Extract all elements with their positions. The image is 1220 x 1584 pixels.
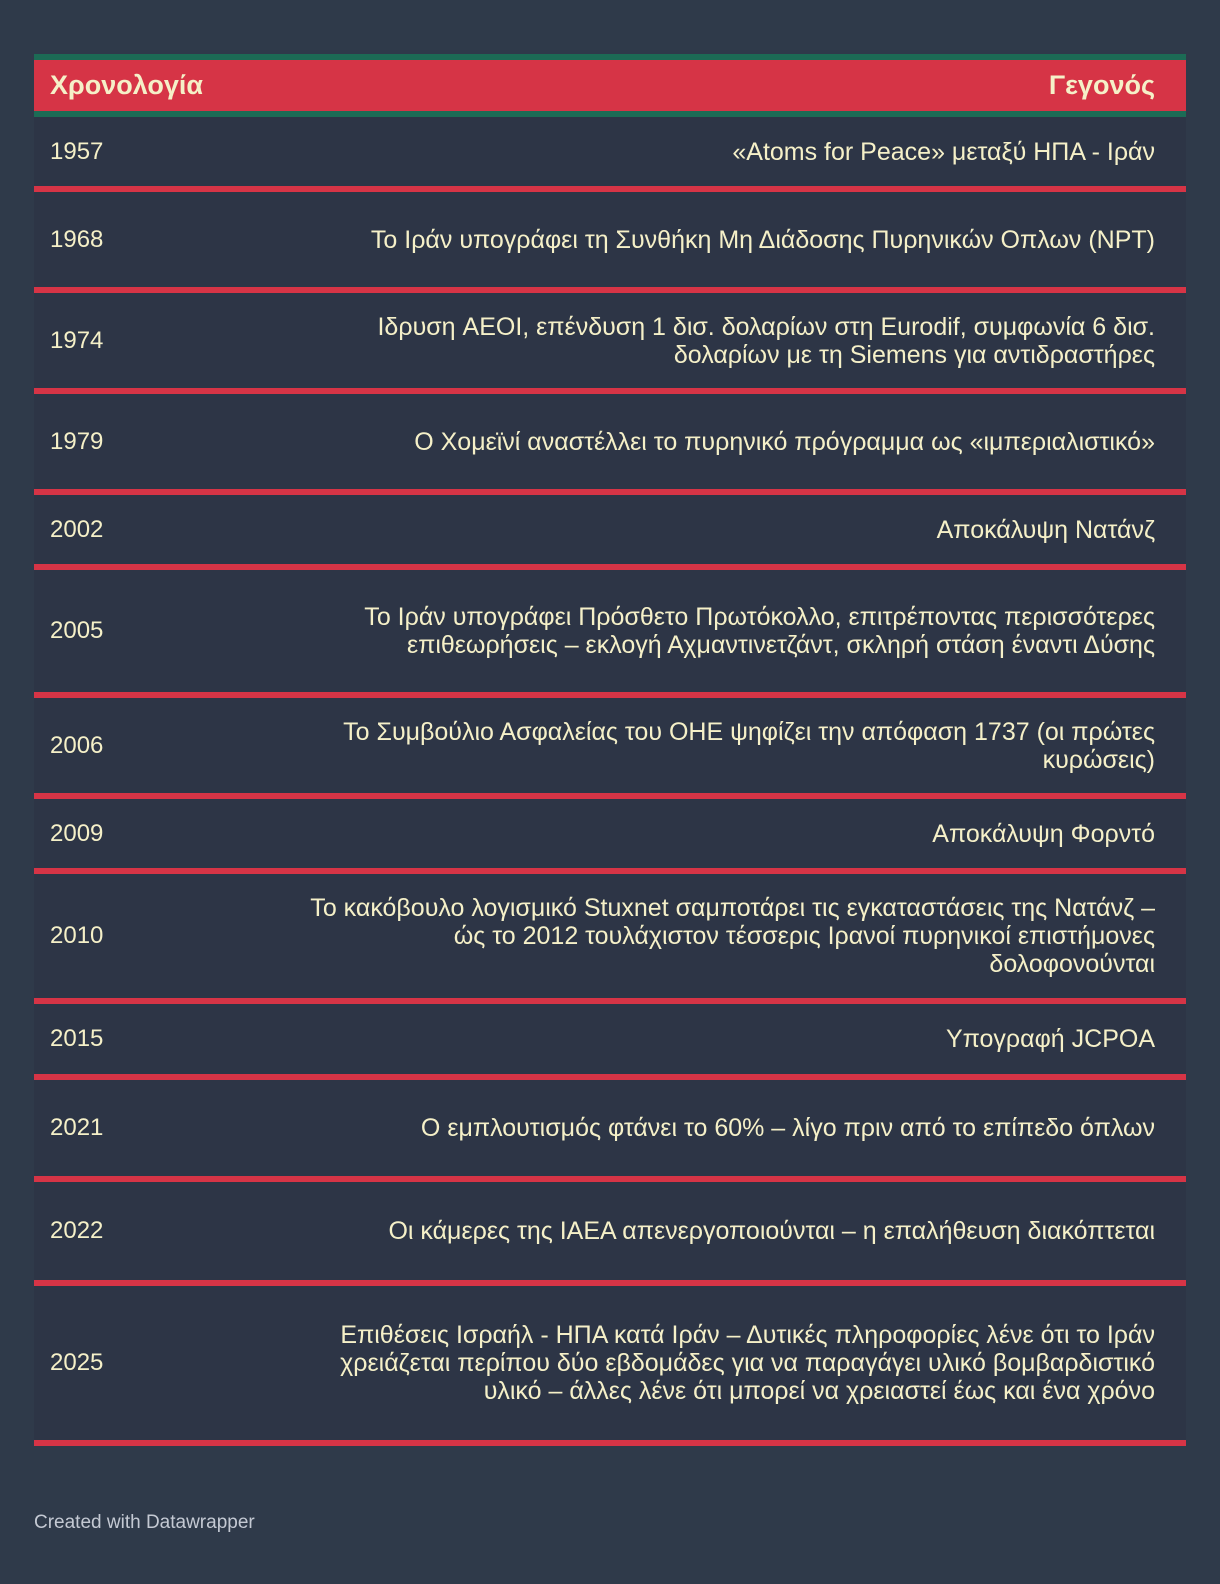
row-event: Το Ιράν υπογράφει τη Συνθήκη Μη Διάδοσης Πυρηνικών Οπλων (NPT) — [370, 225, 1155, 254]
table-row — [34, 1182, 1186, 1286]
table-row — [34, 394, 1186, 495]
row-year: 2005 — [50, 617, 104, 644]
row-year: 2021 — [50, 1114, 104, 1141]
row-event: Το Ιράν υπογράφει Πρόσθετο Πρωτόκολλο, επιτρέποντας περισσότερες επιθεωρήσεις – εκλογή Αχμαντινετζάντ, σκληρή στάση έναντι Δύσης — [364, 603, 1155, 659]
row-year: 2025 — [50, 1349, 104, 1376]
row-year: 1957 — [50, 137, 104, 165]
header-event: Γεγονός — [1048, 70, 1155, 100]
row-event: Ο Χομεϊνί αναστέλλει το πυρηνικό πρόγραμμα ως «ιμπεριαλιστικό» — [414, 427, 1155, 456]
row-event: Το κακόβουλο λογισμικό Stuxnet σαμποτάρει τις εγκαταστάσεις της Νατάνζ – ώς το 2012 τουλάχιστον τέσσερις Ιρανοί πυρηνικοί επιστήμονες δολοφονούνται — [310, 894, 1155, 978]
table-row — [34, 570, 1186, 698]
table-row — [34, 192, 1186, 293]
row-event: Αποκάλυψη Φορντό — [932, 819, 1155, 848]
table-row — [34, 874, 1186, 1004]
table-row — [34, 495, 1186, 570]
row-event: Ο εμπλουτισμός φτάνει το 60% – λίγο πριν από το επίπεδο όπλων — [420, 1114, 1155, 1142]
footer-credit: Created with Datawrapper — [34, 1512, 255, 1533]
header-year: Χρονολογία — [50, 70, 204, 100]
row-year: 2015 — [50, 1025, 104, 1052]
table-row — [34, 117, 1186, 192]
row-event: Αποκάλυψη Νατάνζ — [936, 515, 1155, 544]
table-body — [34, 117, 1186, 1446]
table-row — [34, 799, 1186, 874]
table-row — [34, 293, 1186, 394]
table-header — [34, 54, 1186, 117]
row-event: Ιδρυση AEOI, επένδυση 1 δισ. δολαρίων στη Eurodif, συμφωνία 6 δισ. δολαρίων με τη Siemens για αντιδραστήρες — [377, 312, 1155, 369]
row-year: 1968 — [50, 225, 104, 253]
row-year: 2006 — [50, 731, 104, 759]
timeline-table — [34, 54, 1186, 1446]
table-row — [34, 1080, 1186, 1182]
row-event: Οι κάμερες της ΙΑΕΑ απενεργοποιούνται – η επαλήθευση διακόπτεται — [388, 1217, 1155, 1245]
row-event: Το Συμβούλιο Ασφαλείας του ΟΗΕ ψηφίζει την απόφαση 1737 (οι πρώτες κυρώσεις) — [343, 717, 1155, 774]
row-year: 2010 — [50, 922, 104, 949]
row-year: 1974 — [50, 326, 104, 354]
row-year: 2009 — [50, 819, 104, 847]
table-row — [34, 1004, 1186, 1080]
row-event: «Atoms for Peace» μεταξύ ΗΠΑ - Ιράν — [732, 137, 1155, 166]
table-row — [34, 1286, 1186, 1446]
row-year: 1979 — [50, 427, 104, 455]
row-year: 2002 — [50, 515, 104, 543]
row-year: 2022 — [50, 1217, 104, 1244]
row-event: Υπογραφή JCPOA — [945, 1025, 1155, 1053]
row-event: Επιθέσεις Ισραήλ - ΗΠΑ κατά Ιράν – Δυτικές πληροφορίες λένε ότι το Ιράν χρειάζεται περίπου δύο εβδομάδες για να παραγάγει υλικό βομβαρδιστικό υλικό – άλλες λένε ότι μπορεί να χρειαστεί έως και ένα χρόνο — [340, 1321, 1155, 1405]
table-row — [34, 698, 1186, 799]
